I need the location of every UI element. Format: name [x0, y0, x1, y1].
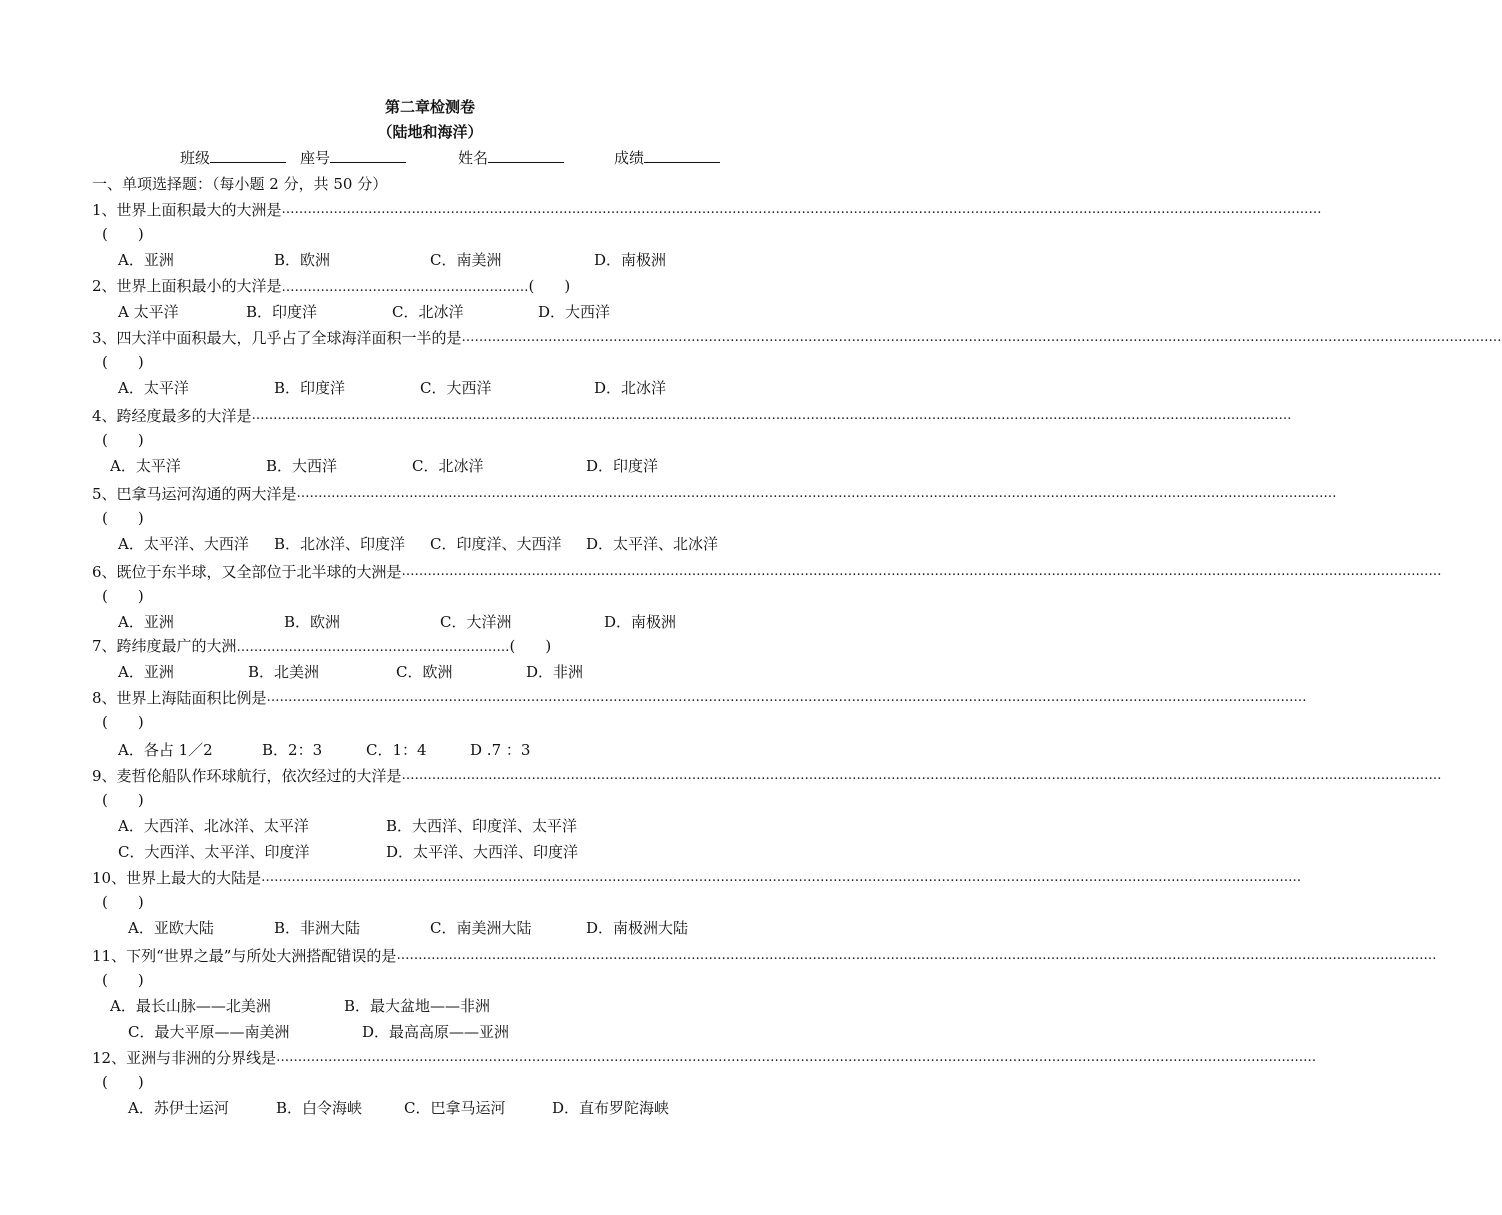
class-blank[interactable]: [210, 148, 286, 163]
question-11-stem: [92, 944, 1437, 966]
name-blank[interactable]: [488, 148, 564, 163]
option-a[interactable]: A．苏伊士运河: [128, 1099, 229, 1117]
question-stem: 4、跨经度最多的大洋是: [92, 406, 252, 425]
question-stem: 11、下列“世界之最”与所处大洲搭配错误的是: [92, 946, 397, 965]
dot-leader: …………………………………………………: [281, 280, 529, 295]
option-a[interactable]: A．最长山脉——北美洲: [110, 997, 271, 1015]
option-d[interactable]: D .7 ：3: [470, 741, 531, 759]
question-12-stem: [92, 1046, 1317, 1068]
dot-leader: ……………………………………………………………………………………………………………………………………………………………………………………………………………………: [281, 201, 1322, 217]
dot-leader: ……………………………………………………………………………………………………………………………………………………………………………………………………………………: [461, 329, 1502, 345]
question-4-stem: [92, 404, 1292, 426]
dot-leader: ………………………………………………………: [236, 640, 510, 655]
option-a[interactable]: A．亚欧大陆: [128, 919, 214, 937]
answer-paren[interactable]: ( ): [509, 637, 552, 655]
question-stem: 9、麦哲伦船队作环球航行，依次经过的大洋是: [92, 766, 402, 785]
option-c[interactable]: C．大西洋: [420, 379, 492, 397]
option-b[interactable]: B．印度洋: [246, 303, 318, 321]
dot-leader: ……………………………………………………………………………………………………………………………………………………………………………………………………………………: [276, 1049, 1317, 1065]
score-field: [614, 148, 720, 168]
answer-paren[interactable]: ( ): [102, 353, 144, 371]
option-a[interactable]: A．太平洋: [118, 379, 189, 397]
seat-field: [300, 148, 406, 168]
option-a[interactable]: A．亚洲: [118, 663, 174, 681]
question-6-stem: [92, 560, 1442, 582]
option-d[interactable]: D．直布罗陀海峡: [552, 1099, 670, 1117]
dot-leader: ……………………………………………………………………………………………………………………………………………………………………………………………………………………: [396, 947, 1437, 963]
question-10-stem: [92, 866, 1302, 888]
question-3-stem: [92, 326, 1502, 348]
option-a[interactable]: A 太平洋: [118, 303, 179, 321]
question-2-stem: [92, 276, 570, 298]
option-c[interactable]: C．南美洲大陆: [430, 919, 532, 937]
answer-paren[interactable]: ( ): [102, 713, 144, 731]
option-c[interactable]: C．大洋洲: [440, 613, 512, 631]
option-a[interactable]: A．大西洋、北冰洋、太平洋: [118, 817, 309, 835]
question-7-stem: [92, 636, 551, 658]
option-b[interactable]: B．最大盆地——非洲: [344, 997, 491, 1015]
option-d[interactable]: D．太平洋、大西洋、印度洋: [386, 843, 579, 861]
option-d[interactable]: D．最高高原——亚洲: [362, 1023, 510, 1041]
score-label: 成绩: [614, 149, 645, 167]
question-stem: 8、世界上海陆面积比例是: [92, 688, 267, 707]
answer-paren[interactable]: ( ): [102, 971, 144, 989]
option-a[interactable]: A．亚洲: [118, 613, 174, 631]
option-d[interactable]: D．印度洋: [586, 457, 659, 475]
question-stem: 10、世界上最大的大陆是: [92, 868, 262, 887]
answer-paren[interactable]: ( ): [528, 277, 571, 295]
option-a[interactable]: A．太平洋: [110, 457, 181, 475]
option-b[interactable]: B．欧洲: [284, 613, 341, 631]
page-subtitle: （陆地和海洋）: [377, 123, 483, 141]
option-c[interactable]: C．最大平原——南美洲: [128, 1023, 290, 1041]
option-a[interactable]: A．太平洋、大西洋: [118, 535, 249, 553]
dot-leader: ……………………………………………………………………………………………………………………………………………………………………………………………………………………: [251, 407, 1292, 423]
question-stem: 1、世界上面积最大的大洲是: [92, 200, 282, 219]
option-b[interactable]: B．大西洋: [266, 457, 338, 475]
question-stem: 6、既位于东半球，又全部位于北半球的大洲是: [92, 562, 402, 581]
answer-paren[interactable]: ( ): [102, 791, 144, 809]
option-b[interactable]: B．北美洲: [248, 663, 320, 681]
answer-paren[interactable]: ( ): [102, 1073, 144, 1091]
answer-paren[interactable]: ( ): [102, 431, 144, 449]
question-stem: 2、世界上面积最小的大洋是: [92, 277, 282, 295]
option-c[interactable]: C．1：4: [366, 741, 427, 759]
option-d[interactable]: D．南极洲: [604, 613, 677, 631]
option-d[interactable]: D．北冰洋: [594, 379, 667, 397]
option-b[interactable]: B．北冰洋、印度洋: [274, 535, 406, 553]
answer-paren[interactable]: ( ): [102, 509, 144, 527]
class-label: 班级: [180, 149, 211, 167]
option-c[interactable]: C．印度洋、大西洋: [430, 535, 562, 553]
option-b[interactable]: B．白令海峡: [276, 1099, 363, 1117]
question-5-stem: [92, 482, 1337, 504]
option-d[interactable]: D．南极洲: [594, 251, 667, 269]
option-c[interactable]: C．南美洲: [430, 251, 502, 269]
question-8-stem: [92, 686, 1307, 708]
question-stem: 7、跨纬度最广的大洲: [92, 637, 237, 655]
option-c[interactable]: C．北冰洋: [412, 457, 484, 475]
option-d[interactable]: D．大西洋: [538, 303, 611, 321]
answer-paren[interactable]: ( ): [102, 893, 144, 911]
option-b[interactable]: B．欧洲: [274, 251, 331, 269]
option-d[interactable]: D．南极洲大陆: [586, 919, 689, 937]
answer-paren[interactable]: ( ): [102, 587, 144, 605]
option-b[interactable]: B．大西洋、印度洋、太平洋: [386, 817, 578, 835]
option-c[interactable]: C．北冰洋: [392, 303, 464, 321]
option-a[interactable]: A．亚洲: [118, 251, 174, 269]
option-c[interactable]: C．欧洲: [396, 663, 453, 681]
dot-leader: ……………………………………………………………………………………………………………………………………………………………………………………………………………………: [261, 869, 1302, 885]
option-b[interactable]: B．非洲大陆: [274, 919, 361, 937]
class-field: [180, 148, 286, 168]
page-title: 第二章检测卷: [384, 98, 475, 116]
option-c[interactable]: C．巴拿马运河: [404, 1099, 506, 1117]
dot-leader: ……………………………………………………………………………………………………………………………………………………………………………………………………………………: [296, 485, 1337, 501]
option-b[interactable]: B．印度洋: [274, 379, 346, 397]
option-d[interactable]: D．太平洋、北冰洋: [586, 535, 719, 553]
option-b[interactable]: B．2：3: [262, 741, 323, 759]
name-field: [458, 148, 564, 168]
option-a[interactable]: A．各占 1／2: [118, 741, 213, 759]
dot-leader: ……………………………………………………………………………………………………………………………………………………………………………………………………………………: [266, 689, 1307, 705]
question-stem: 3、四大洋中面积最大，几乎占了全球海洋面积一半的是: [92, 328, 462, 347]
question-stem: 12、亚洲与非洲的分界线是: [92, 1048, 277, 1067]
question-stem: 5、巴拿马运河沟通的两大洋是: [92, 484, 297, 503]
option-d[interactable]: D．非洲: [526, 663, 584, 681]
seat-blank[interactable]: [330, 148, 406, 163]
question-1-stem: [92, 198, 1322, 220]
dot-leader: ……………………………………………………………………………………………………………………………………………………………………………………………………………………: [401, 767, 1442, 783]
section-heading: 一、单项选择题：（每小题 2 分，共 50 分）: [92, 175, 388, 193]
question-9-stem: [92, 764, 1442, 786]
answer-paren[interactable]: ( ): [102, 225, 144, 243]
seat-label: 座号: [300, 149, 331, 167]
option-c[interactable]: C．大西洋、太平洋、印度洋: [118, 843, 310, 861]
name-label: 姓名: [458, 149, 489, 167]
score-blank[interactable]: [644, 148, 720, 163]
dot-leader: ……………………………………………………………………………………………………………………………………………………………………………………………………………………: [401, 563, 1442, 579]
